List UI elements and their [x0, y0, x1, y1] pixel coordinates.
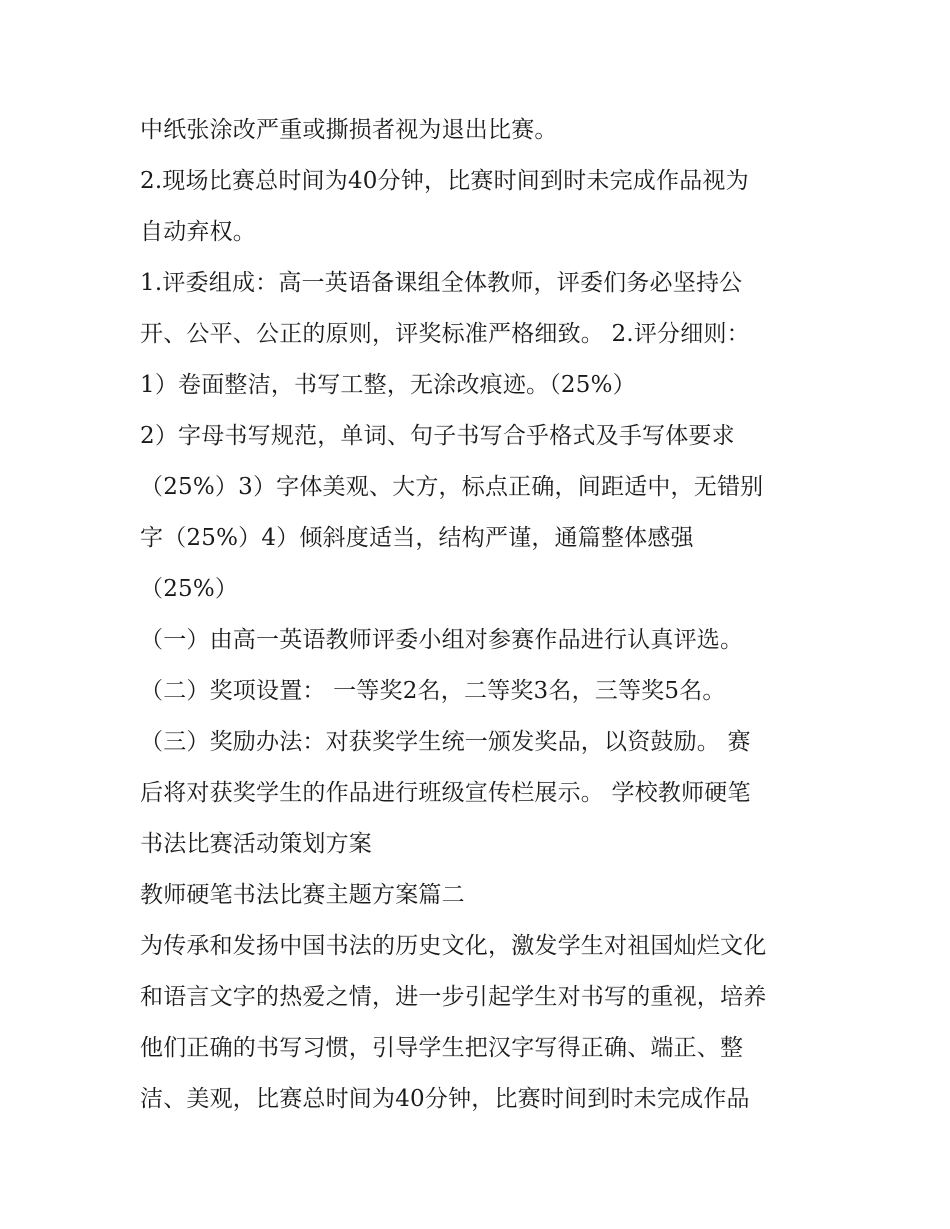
text-line: 为传承和发扬中国书法的历史文化，激发学生对祖国灿烂文化 — [140, 933, 767, 959]
text-line: 2）字母书写规范，单词、句子书写合乎格式及手写体要求 — [140, 423, 735, 449]
text-line: （25%）3）字体美观、大方，标点正确，间距适中，无错别 — [140, 474, 764, 500]
document-body — [140, 105, 820, 1125]
text-line: 书法比赛活动策划方案 — [140, 831, 372, 857]
text-line: 2.现场比赛总时间为40分钟，比赛时间到时未完成作品视为 — [140, 168, 749, 194]
text-line: 他们正确的书写习惯，引导学生把汉字写得正确、端正、整 — [140, 1035, 744, 1061]
text-line: 洁、美观，比赛总时间为40分钟，比赛时间到时未完成作品 — [140, 1086, 750, 1112]
text-line: 后将对获奖学生的作品进行班级宣传栏展示。 学校教师硬笔 — [140, 780, 751, 806]
section-heading: 教师硬笔书法比赛主题方案篇二 — [140, 882, 465, 908]
text-line: 中纸张涂改严重或撕损者视为退出比赛。 — [140, 117, 558, 143]
text-line: （二）奖项设置： 一等奖2名，二等奖3名，三等奖5名。 — [140, 678, 726, 704]
text-line: 和语言文字的热爱之情，进一步引起学生对书写的重视，培养 — [140, 984, 767, 1010]
text-line: 1.评委组成：高一英语备课组全体教师，评委们务必坚持公 — [140, 270, 743, 296]
text-line: （25%） — [140, 576, 239, 602]
text-line: （三）奖励办法：对获奖学生统一颁发奖品，以资鼓励。 赛 — [140, 729, 751, 755]
text-line: 字（25%）4）倾斜度适当，结构严谨，通篇整体感强 — [140, 525, 694, 551]
text-line: 开、公平、公正的原则，评奖标准严格细致。 2.评分细则： — [140, 321, 750, 347]
text-line: （一）由高一英语教师评委小组对参赛作品进行认真评选。 — [140, 627, 744, 653]
text-line: 自动弃权。 — [140, 219, 256, 245]
text-line: 1）卷面整洁，书写工整，无涂改痕迹。（25%） — [140, 372, 636, 398]
